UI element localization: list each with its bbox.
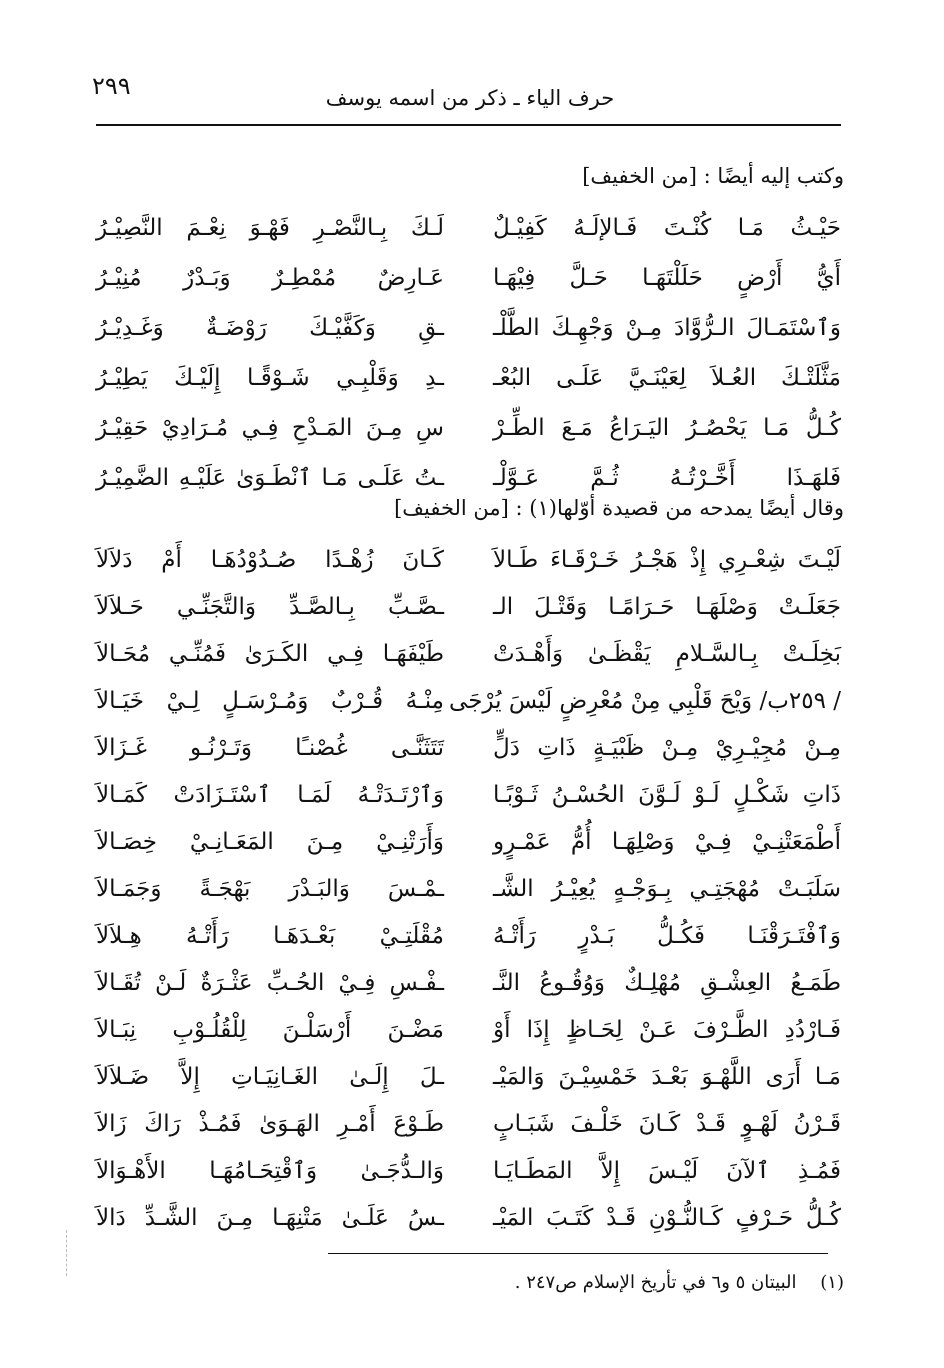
verse-line bbox=[96, 253, 841, 303]
verse-line bbox=[96, 959, 841, 1006]
first-hemistich: فَـارْدُدِ الطَّـرْفَ عَـنْ لِحَـاظٍ إِذَا أَوْ bbox=[493, 1016, 841, 1043]
section-intro: وكتب إليه أيضًا : [من الخفيف] bbox=[582, 164, 844, 188]
first-hemistich: فَمُـذِ ٱلآنَ لَيْـسَ إِلاَّ المَطَـايَـا bbox=[493, 1157, 841, 1184]
verse-line bbox=[96, 353, 841, 403]
poem-block bbox=[96, 203, 841, 503]
page-number: ٢٩٩ bbox=[92, 72, 131, 100]
verse-line bbox=[96, 724, 841, 771]
section-intro: وقال أيضًا يمدحه من قصيدة أوّلها(١) : [من الخفيف] bbox=[394, 496, 844, 520]
first-hemistich: وَٱفْتَـرَقْنَـا فَكُـلُّ بَـدْرٍ رَأَتْـهُ bbox=[493, 922, 841, 949]
second-hemistich: طَـوْعَ أَمْـرِ الهَـوَىٰ فَمُـذْ رَاكَ زَالاَ bbox=[96, 1110, 444, 1137]
second-hemistich: طَيْفَهَـا فِـي الكَـرَىٰ فَمُنِّـي مُحَـالاَ bbox=[96, 640, 444, 667]
verse-line bbox=[96, 303, 841, 353]
first-hemistich: كُـلُّ مَـا يَحْصُـرُ اليَـرَاعُ مَـعَ الطِّـرْ bbox=[493, 415, 841, 441]
footnote bbox=[515, 1272, 844, 1293]
verse-line bbox=[96, 203, 841, 253]
second-hemistich: عَـارِضٌ مُمْطِـرٌ وَبَـدْرٌ مُنِيْـرُ bbox=[96, 265, 444, 291]
verse-line bbox=[96, 536, 841, 583]
second-hemistich: ـلَ إِلَـىٰ الغَـانِيَـاتِ إِلاَّ ضَـلاَلاَ bbox=[96, 1063, 444, 1090]
verse-line bbox=[96, 1006, 841, 1053]
running-title: حرف الياء ـ ذكر من اسمه يوسف bbox=[325, 86, 615, 110]
second-hemistich: ـقِ وَكَفَّيْـكَ رَوْضَـةٌ وَغَـدِيْـرُ bbox=[96, 315, 444, 341]
verse-line bbox=[96, 1100, 841, 1147]
first-hemistich: حَيْـثُ مَـا كُنْـتَ فَـالإلَـهُ كَفِيْـلٌ bbox=[493, 215, 841, 241]
second-hemistich: وَٱرْتَـدَتْـهُ لَمَـا ٱسْتَـزَادَتْ كَمَـالاَ bbox=[96, 781, 444, 808]
verse-line bbox=[96, 677, 841, 724]
second-hemistich: سِ مِـنَ المَـدْحِ فِـي مُـرَادِيْ حَقِيْـرُ bbox=[96, 415, 444, 441]
first-hemistich: فَلهَـذَا أَخَّـرْتُـهُ ثُـمَّ عَـوَّلْـ bbox=[493, 465, 841, 491]
second-hemistich: مِنْـهُ قُـرْبٌ وَمُـرْسَـلٍ لِـيْ خَيَـالاَ bbox=[96, 687, 444, 714]
footnote-text: البيتان ٥ و٦ في تأريخ الإسلام ص٢٤٧ . bbox=[514, 1272, 797, 1293]
second-hemistich: تَتَثَنَّـى غُصْنـًا وَتَـرْنُـو غَـزَالاَ bbox=[96, 734, 444, 761]
verse-line bbox=[96, 1053, 841, 1100]
first-hemistich: أَيُّ أَرْضٍ حَلَلْتَهَـا حَـلَّ فِيْهَـا bbox=[493, 265, 841, 291]
verse-line bbox=[96, 1147, 841, 1194]
second-hemistich: ـتُ عَلَـى مَـا ٱنْطَـوَىٰ عَلَيْـهِ الضَّمِيْـرُ bbox=[96, 465, 444, 491]
second-hemistich: ـسُ عَلَـىٰ مَتْنِهَـا مِـنَ الشَّـدِّ دَالاَ bbox=[96, 1204, 444, 1231]
footnote-rule bbox=[328, 1253, 828, 1254]
first-hemistich: طَمَـعُ العِشْـقِ مُهْلِـكٌ وَوُقُـوعُ النَّـ bbox=[493, 969, 841, 996]
second-hemistich: لَـكَ بِـالنَّصْـرِ فَهْـوَ نِعْـمَ النَّصِيْـرُ bbox=[96, 215, 444, 241]
first-hemistich: ذَاتِ شَكْـلٍ لَـوْ لَـوَّنَ الحُسْـنُ ثَـوْبًـا bbox=[493, 781, 841, 808]
verse-line bbox=[96, 630, 841, 677]
first-hemistich: / ٢٥٩ب/ وَيْحَ قَلْبِي مِنْ مُعْرِضٍ لَيْسَ يُرْجَى bbox=[449, 687, 841, 714]
second-hemistich: ـمْـسَ وَالبَـدْرَ بَهْجَـةً وَجَمَـالاَ bbox=[96, 875, 444, 902]
first-hemistich: مَـا أَرَى اللَّهْـوَ بَعْـدَ خَمْسِيْـنَ وَالمَيْـ bbox=[493, 1063, 841, 1090]
second-hemistich: ـفْـسِ فِـيْ الحُـبِّ عَثْـرَةٌ لَـنْ تُقَـالاَ bbox=[96, 969, 444, 996]
verse-line bbox=[96, 583, 841, 630]
first-hemistich: سَلَبَـتْ مُهْجَتِـي بِـوَجْـهٍ يُعِيْـرُ الشَّـ bbox=[493, 875, 841, 902]
first-hemistich: مِـنْ مُجِيْـرِيْ مِـنْ ظَبْيَـةٍ ذَاتِ دَلٍّ bbox=[493, 734, 841, 761]
footnote-marker: (١) bbox=[820, 1272, 844, 1293]
second-hemistich: كَـانَ زُهْـدًا صُـدُوْدُهَـا أَمْ دَلاَلاَ bbox=[96, 546, 444, 573]
first-hemistich: كُـلُّ حَـرْفٍ كَـالنُّـوْنِ قَـدْ كَتَـبَ المَيْـ bbox=[493, 1204, 841, 1231]
second-hemistich: مَضْـنَ أَرْسَلْـنَ لِلْقُلُـوْبِ نِبَـالاَ bbox=[96, 1016, 444, 1043]
first-hemistich: قَـرْنُ لَهْـوٍ قَـدْ كَـانَ خَلْـفَ شَبَـابٍ bbox=[493, 1110, 841, 1137]
verse-line bbox=[96, 912, 841, 959]
first-hemistich: أَطْمَعَتْنِـيْ فِـيْ وَصْلِهَـا أُمُّ عَمْـرٍو bbox=[493, 828, 841, 855]
first-hemistich: جَعَلَـتْ وَصْلَهَـا حَـرَامًـا وَقَتْـلَ الـ bbox=[493, 593, 841, 620]
first-hemistich: لَيْـتَ شِعْـرِي إِذْ هَجْـرُ خَـرْقَـاءَ طَـالاَ bbox=[493, 546, 841, 573]
second-hemistich: مُقْلَتِـيْ بَعْـدَهَـا رَأَتْـهُ هِـلاَلاَ bbox=[96, 922, 444, 949]
verse-line bbox=[96, 771, 841, 818]
second-hemistich: وَالـدُّجَـىٰ وَٱقْتِحَـامُهَـا الأَهْـوَالاَ bbox=[96, 1157, 444, 1184]
verse-line bbox=[96, 1194, 841, 1241]
second-hemistich: ـدِ وَقَلْبِـي شَـوْقًـا إِلَيْـكَ يَطِيْـرُ bbox=[96, 365, 444, 391]
first-hemistich: وَٱسْتَمَـالَ الـرُّوَّادَ مِـنْ وَجْهِـكَ الطَّلْـ bbox=[493, 315, 841, 341]
second-hemistich: ـصَّـبِّ بِـالصَّـدِّ وَالتَّجَنِّـي حَـلاَلاَ bbox=[96, 593, 444, 620]
margin-mark bbox=[66, 1230, 69, 1276]
first-hemistich: مَثَّلَتْـكَ العُـلاَ لِعَيْنَـيَّ عَلَـى البُعْـ bbox=[493, 365, 841, 391]
first-hemistich: بَخِلَـتْ بِـالسَّـلامِ يَقْظَـىٰ وَأَهْـدَتْ bbox=[493, 640, 841, 667]
verse-line bbox=[96, 818, 841, 865]
poem-block bbox=[96, 536, 841, 1241]
header-rule bbox=[96, 124, 841, 126]
verse-line bbox=[96, 403, 841, 453]
second-hemistich: وَأَرَتْنِـيْ مِـنَ المَعَـانِـيْ خِصَـالاَ bbox=[96, 828, 444, 855]
verse-line bbox=[96, 865, 841, 912]
